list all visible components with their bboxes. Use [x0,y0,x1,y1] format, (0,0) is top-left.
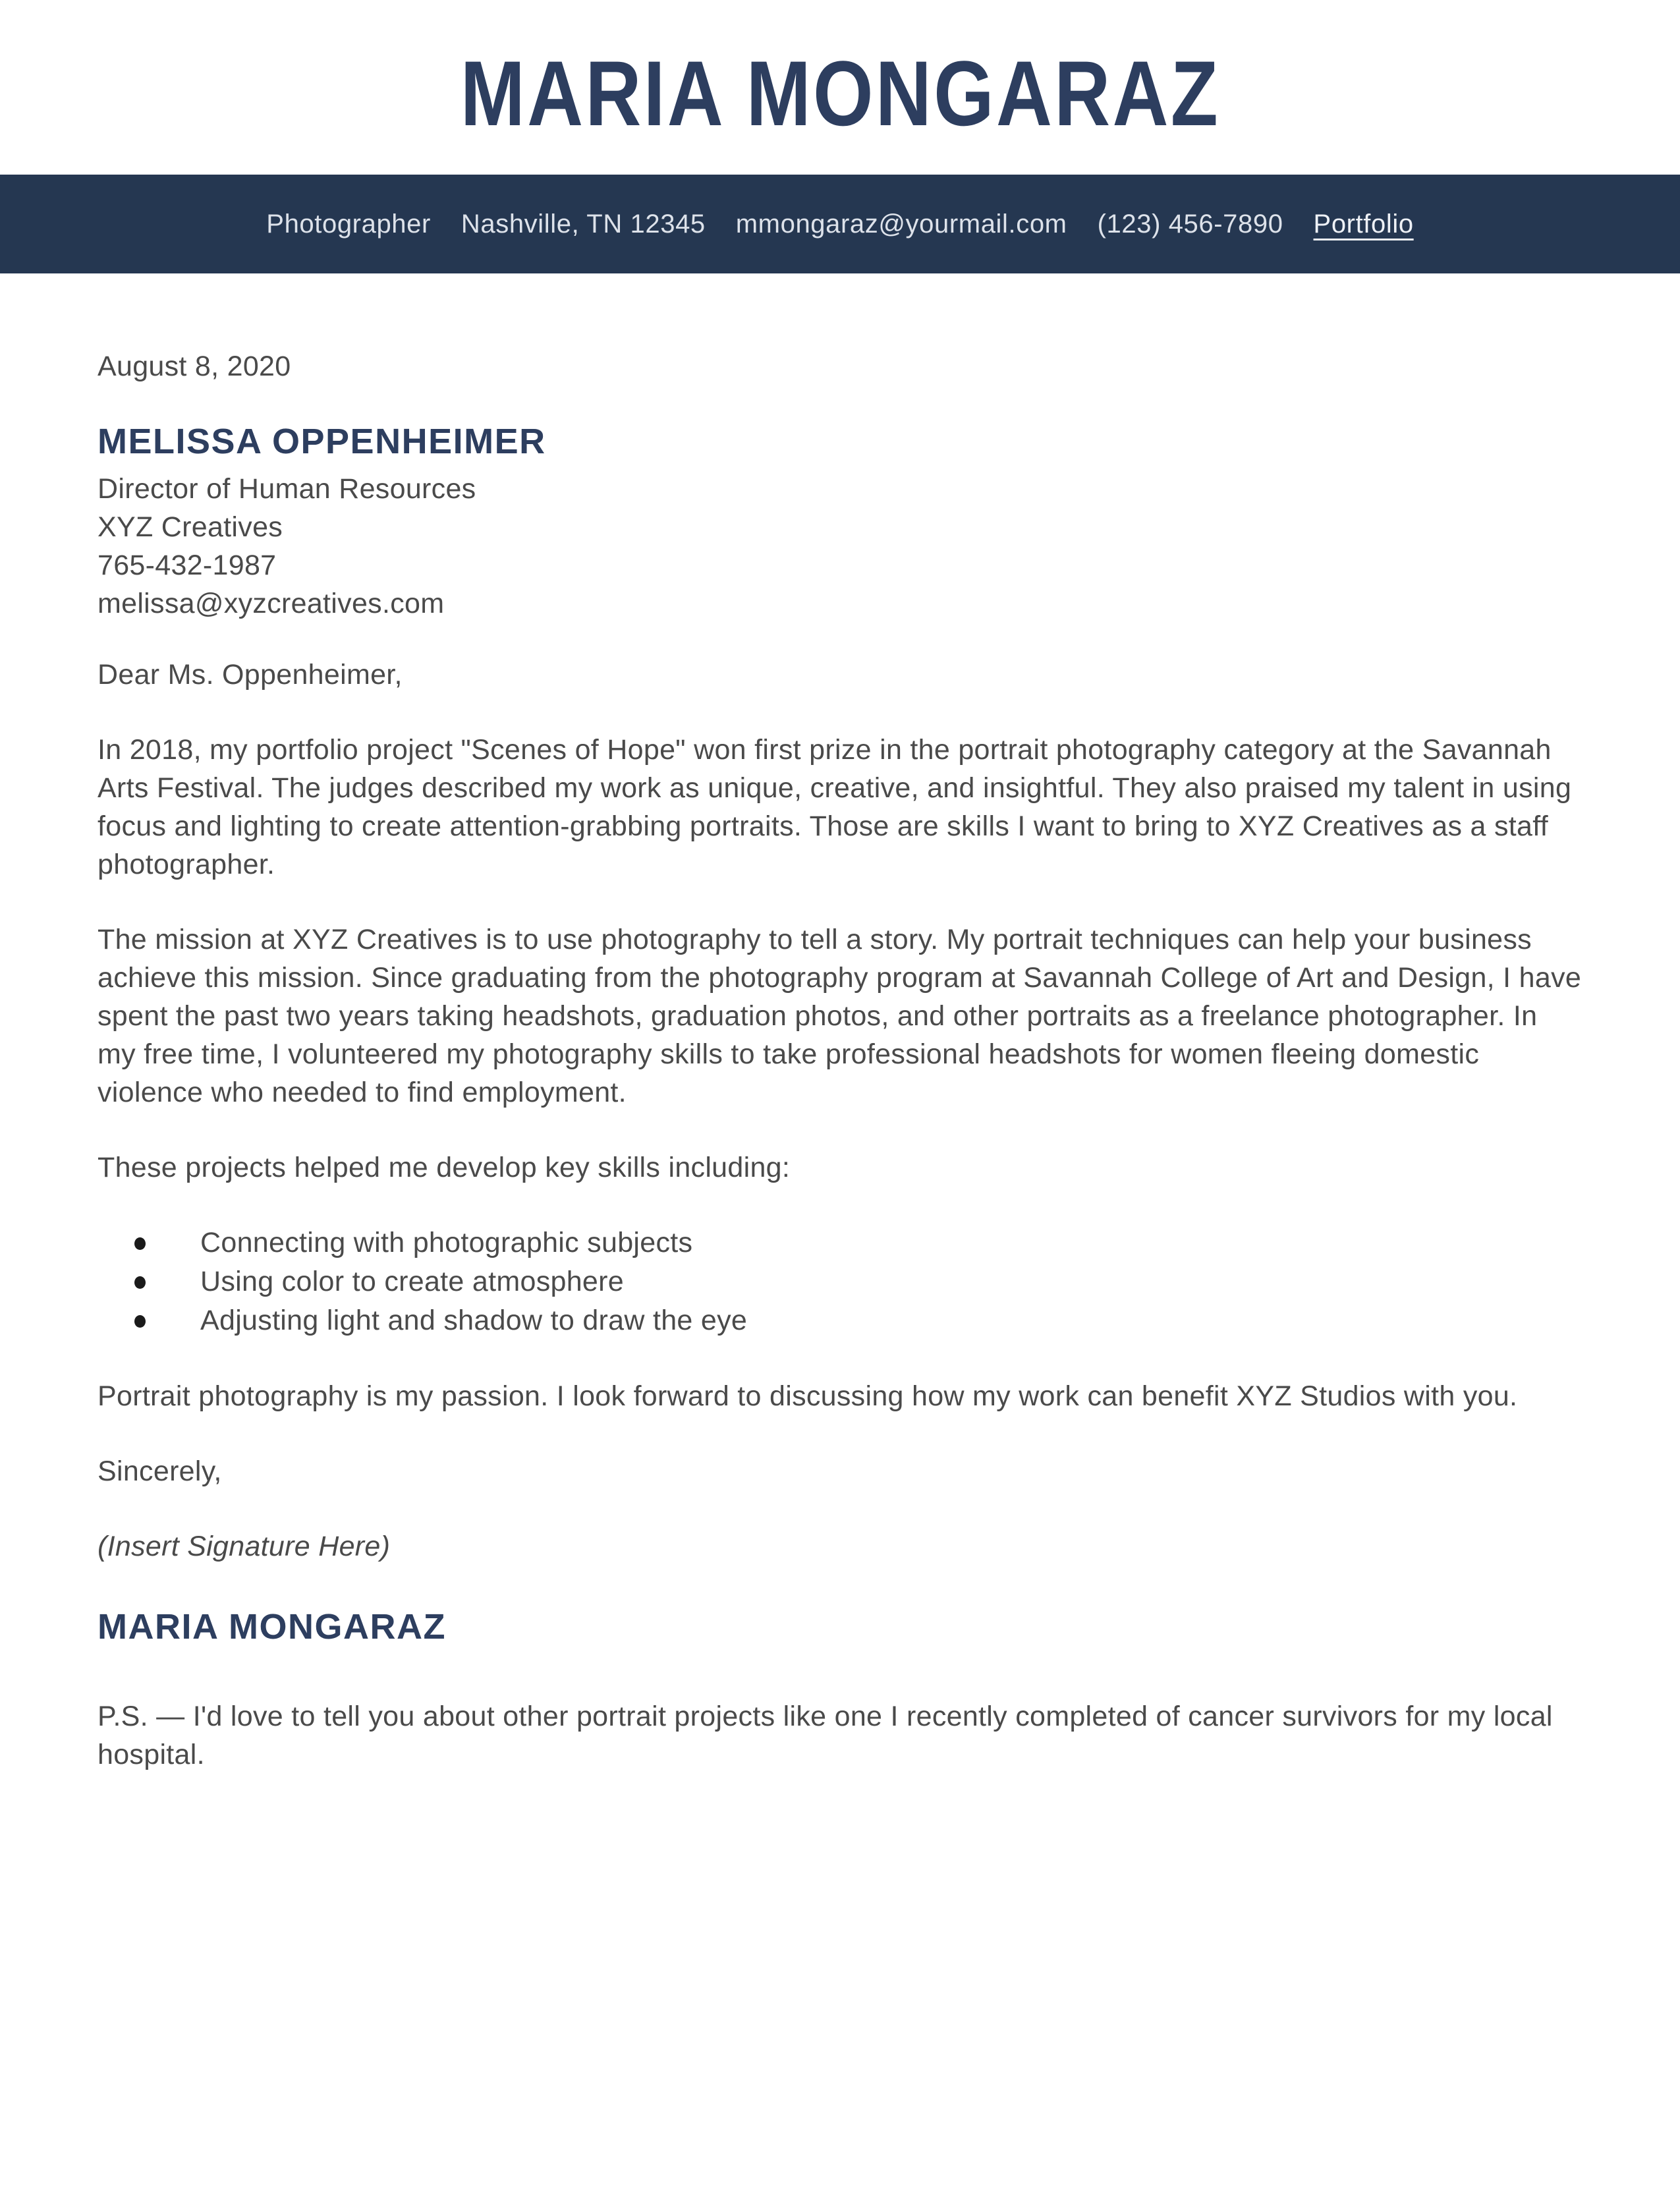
bullet-icon [134,1237,146,1250]
bullet-icon [134,1276,146,1289]
recipient-phone: 765-432-1987 [98,550,277,581]
body-paragraph-1: In 2018, my portfolio project "Scenes of Hope" won first prize in the portrait photography category at the Savannah Arts Festival. The judges described my work as unique, creative, and insightful. They also praised my talent in using focus and lighting to create attention-grabbing portraits. Those are skills I want to bring to XYZ Creatives as a staff photographer. [98,734,1572,880]
contact-phone: (123) 456-7890 [1097,209,1283,239]
skill-item [134,1224,1582,1262]
bullet-icon [134,1315,146,1328]
signature-name: MARIA MONGARAZ [98,1607,446,1647]
skill-item [134,1301,1582,1340]
salutation: Dear Ms. Oppenheimer, [98,659,403,691]
skills-intro: These projects helped me develop key skills including: [98,1152,791,1183]
cover-letter-page [0,28,1680,2202]
recipient-email: melissa@xyzcreatives.com [98,588,445,619]
skill-item-label: Adjusting light and shadow to draw the eye [200,1305,748,1336]
contact-role: Photographer [266,209,431,239]
signature-placeholder: (Insert Signature Here) [98,1531,391,1562]
recipient-name: MELISSA OPPENHEIMER [98,422,546,461]
letter-date: August 8, 2020 [98,351,291,382]
portfolio-link[interactable]: Portfolio [1313,209,1414,239]
skill-item-label: Using color to create atmosphere [200,1266,624,1297]
contact-bar [0,175,1680,273]
recipient-company: XYZ Creatives [98,511,283,543]
contact-email: mmongaraz@yourmail.com [735,209,1067,239]
page-title: MARIA MONGARAZ [460,42,1220,145]
skill-item [134,1262,1582,1301]
recipient-block [98,422,1582,623]
header [0,28,1680,159]
closing-paragraph: Portrait photography is my passion. I look forward to discussing how my work can benefit XYZ Studios with you. [98,1380,1518,1412]
sign-off: Sincerely, [98,1455,222,1487]
body-paragraph-2: The mission at XYZ Creatives is to use photography to tell a story. My portrait techniques can help your business achieve this mission. Since graduating from the photography program at Savannah College of Art and Design, I have spent the past two years taking headshots, graduation photos, and other portraits as a freelance photographer. In my free time, I volunteered my photography skills to take professional headshots for women fleeing domestic violence who needed to find employment. [98,924,1582,1108]
contact-location: Nashville, TN 12345 [461,209,706,239]
skills-list [134,1224,1582,1340]
letter-body [0,347,1680,1774]
skill-item-label: Connecting with photographic subjects [200,1227,693,1258]
postscript: P.S. — I'd love to tell you about other portrait projects like one I recently completed of cancer survivors for my local hospital. [98,1701,1553,1770]
recipient-title: Director of Human Resources [98,473,476,505]
